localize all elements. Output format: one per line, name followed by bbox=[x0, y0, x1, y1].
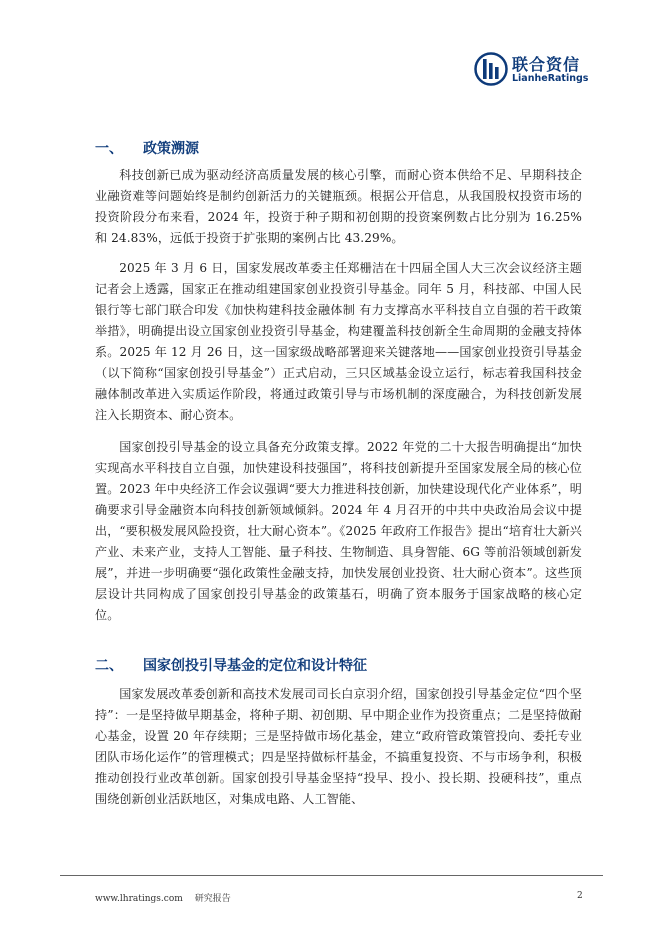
section-title: 国家创投引导基金的定位和设计特征 bbox=[143, 658, 367, 674]
section-number: 一、 bbox=[95, 141, 123, 157]
footer-website-link[interactable]: www.lhratings.com bbox=[95, 894, 183, 904]
section-title: 政策溯源 bbox=[143, 141, 199, 157]
section-heading-1 bbox=[95, 138, 199, 158]
lianhe-ratings-logo bbox=[474, 52, 624, 88]
paragraph-2: 2025 年 3 月 6 日，国家发展改革委主任郑栅洁在十四届全国人大三次会议经济主题记者会上透露，国家正在推动组建国家创业投资引导基金。同年 5 月，科技部、中国人民银行等七部门联合印发《加快构建科技金融体制 有力支撑高水平科技自立自强的若干政策举措》，明确提出设立国家创业投资引导基金，构建覆盖科技创新全生命周期的金融支持体系。2025 年 12 月 26 日，这一国家级战略部署迎来关键落地——国家创业投资引导基金（以下简称“国家创投引导基金”）正式启动，三只区域基金设立运行，标志着我国科技金融体制改革进入实质运作阶段，将通过政策引导与市场机制的深度融合，为科技创新发展注入长期资本、耐心资本。 bbox=[95, 261, 582, 422]
paragraph-3: 国家创投引导基金的设立具备充分政策支撑。2022 年党的二十大报告明确提出“加快实现高水平科技自立自强，加快建设科技强国”，将科技创新提升至国家发展全局的核心位置。2023 年中央经济工作会议强调“要大力推进科技创新，加快建设现代化产业体系”，明确要求引导金融资本向科技创新领域倾斜。2024 年 4 月召开的中共中央政治局会议中提出，“要积极发展风险投资，壮大耐心资本”。《2025 年政府工作报告》提出“培育壮大新兴产业、未来产业，支持人工智能、量子科技、生物制造、具身智能、6G 等前沿领域创新发展”，并进一步明确要“强化政策性金融支持，加快发展创业投资、壮大耐心资本”。这些顶层设计共同构成了国家创投引导基金的政策基石，明确了资本服务于国家战略的核心定位。 bbox=[95, 440, 582, 622]
logo-english-name: LianheRatings bbox=[512, 73, 589, 84]
paragraph-4: 国家发展改革委创新和高技术发展司司长白京羽介绍，国家创投引导基金定位“四个坚持”：一是坚持做早期基金，将种子期、初创期、早中期企业作为投资重点；二是坚持做耐心基金，设置 20 年存续期；三是坚持做市场化基金，建立“政府管政策管投向、委托专业团队市场化运作”的管理模式；四是坚持做标杆基金，不搞重复投资、不与市场争利，积极推动创投行业改革创新。国家创投引导基金坚持“投早、投小、投长期、投硬科技”，重点围绕创新创业活跃地区，对集成电路、人工智能、 bbox=[95, 687, 582, 806]
logo-chinese-name: 联合资信 bbox=[512, 55, 581, 74]
section-number: 二、 bbox=[95, 658, 123, 674]
footer-doc-type: 研究报告 bbox=[194, 894, 231, 904]
page-number: 2 bbox=[577, 891, 583, 901]
lianhe-ratings-logo-icon bbox=[474, 52, 508, 86]
paragraph-1: 科技创新已成为驱动经济高质量发展的核心引擎，而耐心资本供给不足、早期科技企业融资难等问题始终是制约创新活力的关键瓶颈。根据公开信息，从我国股权投资市场的投资阶段分布来看，2024 年，投资于种子期和初创期的投资案例数占比分别为 16.25%和 24.83%，远低于投资于扩张期的案例占比 43.29%。 bbox=[95, 168, 582, 245]
section-heading-2 bbox=[95, 655, 367, 675]
footer-divider bbox=[60, 875, 603, 876]
footer-info bbox=[95, 891, 231, 904]
